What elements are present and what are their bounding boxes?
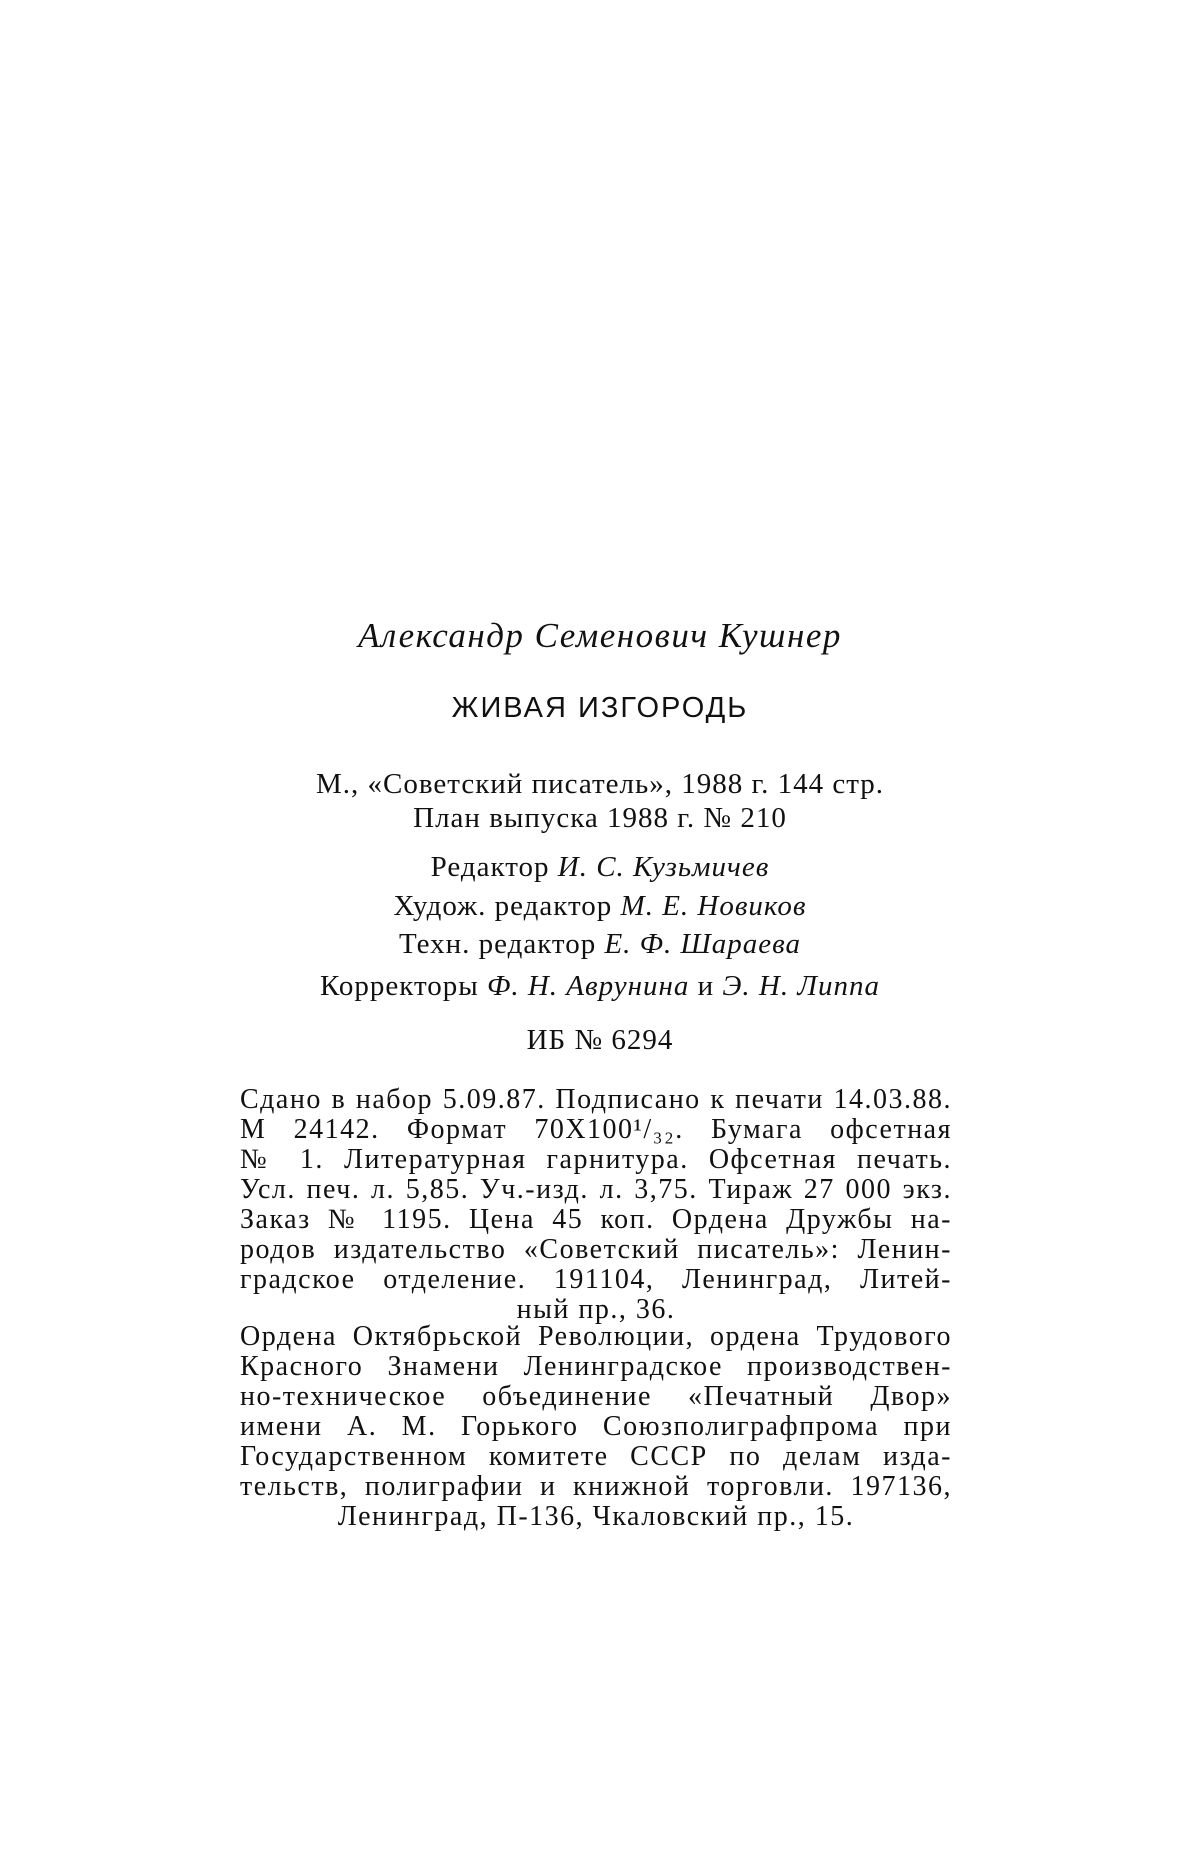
imprint-line: № 1. Литературная гарнитура. Офсетная печать. [240, 1144, 952, 1175]
imprint-line: М 24142. Формат 70Х100¹/₃₂. Бумага офсетная [240, 1114, 952, 1145]
printer-line: Ленинград, П-136, Чкаловский пр., 15. [337, 1501, 855, 1532]
art-editor-line [0, 888, 1200, 924]
imprint-block [240, 1085, 952, 1325]
corrector-name-1: Ф. Н. Аврунина [487, 970, 690, 1002]
printer-line: имени А. М. Горького Союзполиграфпрома при [240, 1411, 952, 1442]
book-title: ЖИВАЯ ИЗГОРОДЬ [451, 692, 749, 724]
author-name: Александр Семенович Кушнер [358, 616, 842, 655]
art-editor-role: Худож. редактор [393, 890, 613, 922]
imprint-line: градское отделение. 191104, Ленинград, Литей- [240, 1264, 952, 1295]
correctors-role: Корректоры [320, 970, 479, 1002]
ib-number: ИБ № 6294 [526, 1024, 674, 1056]
imprint-line: Заказ № 1195. Цена 45 коп. Ордена Дружбы на- [240, 1204, 952, 1235]
printer-line: тельств, полиграфии и книжной торговли. 197136, [240, 1471, 952, 1502]
editor-line [0, 849, 1200, 885]
editor-name: И. С. Кузьмичев [557, 851, 770, 883]
printer-line: Красного Знамени Ленинградское производствен- [240, 1351, 952, 1382]
tech-editor-name: Е. Ф. Шараева [604, 928, 802, 960]
printer-line: Ордена Октябрьской Революции, ордена Трудового [240, 1321, 952, 1352]
corrector-name-2: Э. Н. Липпа [722, 970, 880, 1002]
imprint-line: Сдано в набор 5.09.87. Подписано к печати 14.03.88. [240, 1084, 952, 1115]
printer-line: но-техническое объединение «Печатный Двор» [240, 1381, 952, 1412]
editor-role: Редактор [430, 851, 550, 883]
printer-block [240, 1322, 952, 1532]
art-editor-name: М. Е. Новиков [620, 890, 807, 922]
imprint-line: Усл. печ. л. 5,85. Уч.-изд. л. 3,75. Тираж 27 000 экз. [240, 1174, 952, 1205]
imprint-line: ный пр., 36. [516, 1294, 676, 1325]
correctors-conjunction: и [697, 970, 715, 1002]
tech-editor-role: Техн. редактор [398, 928, 597, 960]
printer-line: Государственном комитете СССР по делам изда- [240, 1441, 952, 1472]
plan-line: План выпуска 1988 г. № 210 [413, 802, 787, 834]
tech-editor-line [0, 926, 1200, 962]
publication-line: М., «Советский писатель», 1988 г. 144 стр. [316, 768, 884, 800]
correctors-line [0, 968, 1200, 1004]
imprint-line: родов издательство «Советский писатель»: Ленин- [240, 1234, 952, 1265]
